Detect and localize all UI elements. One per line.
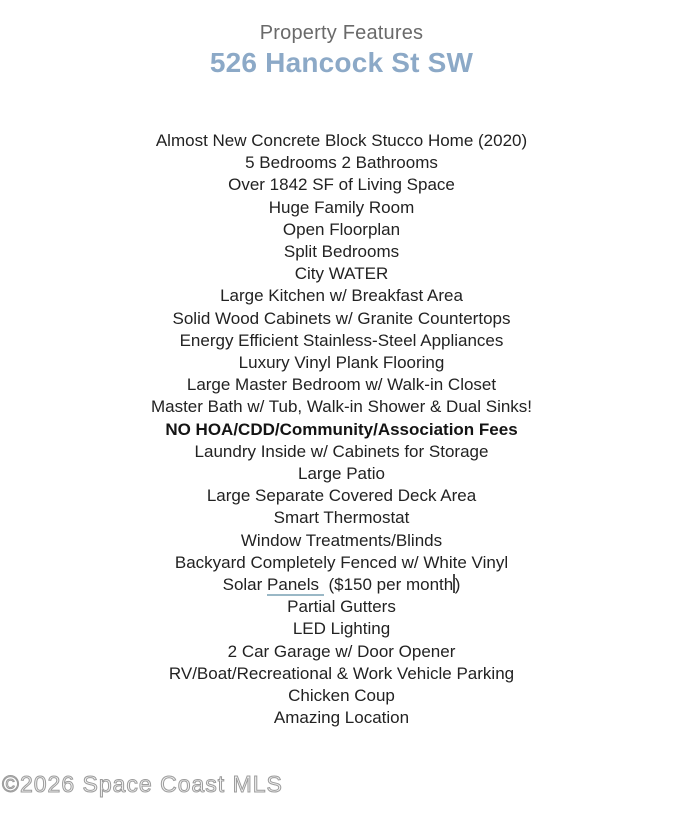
- feature-item: Laundry Inside w/ Cabinets for Storage: [194, 441, 489, 461]
- feature-text: ): [454, 575, 461, 595]
- feature-text: ($150 per month: [323, 575, 454, 595]
- feature-item: Large Kitchen w/ Breakfast Area: [220, 286, 463, 306]
- feature-item: Master Bath w/ Tub, Walk-in Shower & Dual Sinks!: [150, 397, 533, 417]
- feature-item: NO HOA/CDD/Community/Association Fees: [165, 419, 518, 439]
- feature-list: [0, 130, 683, 729]
- feature-item: LED Lighting: [292, 619, 391, 639]
- feature-item: Solid Wood Cabinets w/ Granite Countertops: [172, 308, 511, 328]
- feature-item: Over 1842 SF of Living Space: [228, 175, 455, 195]
- property-address: 526 Hancock St SW: [209, 47, 474, 78]
- feature-item: Partial Gutters: [287, 597, 396, 617]
- feature-item: Smart Thermostat: [273, 508, 410, 528]
- underlined-text: Panels: [267, 575, 324, 595]
- feature-item: Window Treatments/Blinds: [240, 530, 443, 550]
- feature-item: Large Separate Covered Deck Area: [206, 486, 477, 506]
- feature-item: Almost New Concrete Block Stucco Home (2020): [155, 131, 528, 150]
- feature-item: Large Master Bedroom w/ Walk-in Closet: [186, 375, 497, 395]
- feature-item: Energy Efficient Stainless-Steel Appliances: [179, 330, 504, 350]
- feature-item: 5 Bedrooms 2 Bathrooms: [245, 153, 438, 173]
- feature-item: Huge Family Room: [268, 197, 415, 217]
- watermark: ©2026 Space Coast MLS: [2, 771, 283, 797]
- feature-item: [0, 574, 683, 596]
- feature-text: Solar: [222, 575, 268, 595]
- feature-item: Large Patio: [298, 464, 385, 484]
- feature-item: Amazing Location: [273, 708, 410, 728]
- feature-item: Split Bedrooms: [283, 242, 400, 262]
- feature-item: Backyard Completely Fenced w/ White Vinyl: [174, 552, 509, 572]
- feature-item: Open Floorplan: [282, 219, 401, 239]
- feature-item: 2 Car Garage w/ Door Opener: [227, 641, 456, 661]
- feature-item: RV/Boat/Recreational & Work Vehicle Parking: [168, 663, 515, 683]
- feature-item: Luxury Vinyl Plank Flooring: [238, 353, 445, 373]
- feature-item: Chicken Coup: [288, 686, 395, 706]
- page-title: Property Features: [259, 22, 424, 44]
- feature-item: City WATER: [294, 264, 389, 284]
- property-feature-sheet: [0, 21, 683, 821]
